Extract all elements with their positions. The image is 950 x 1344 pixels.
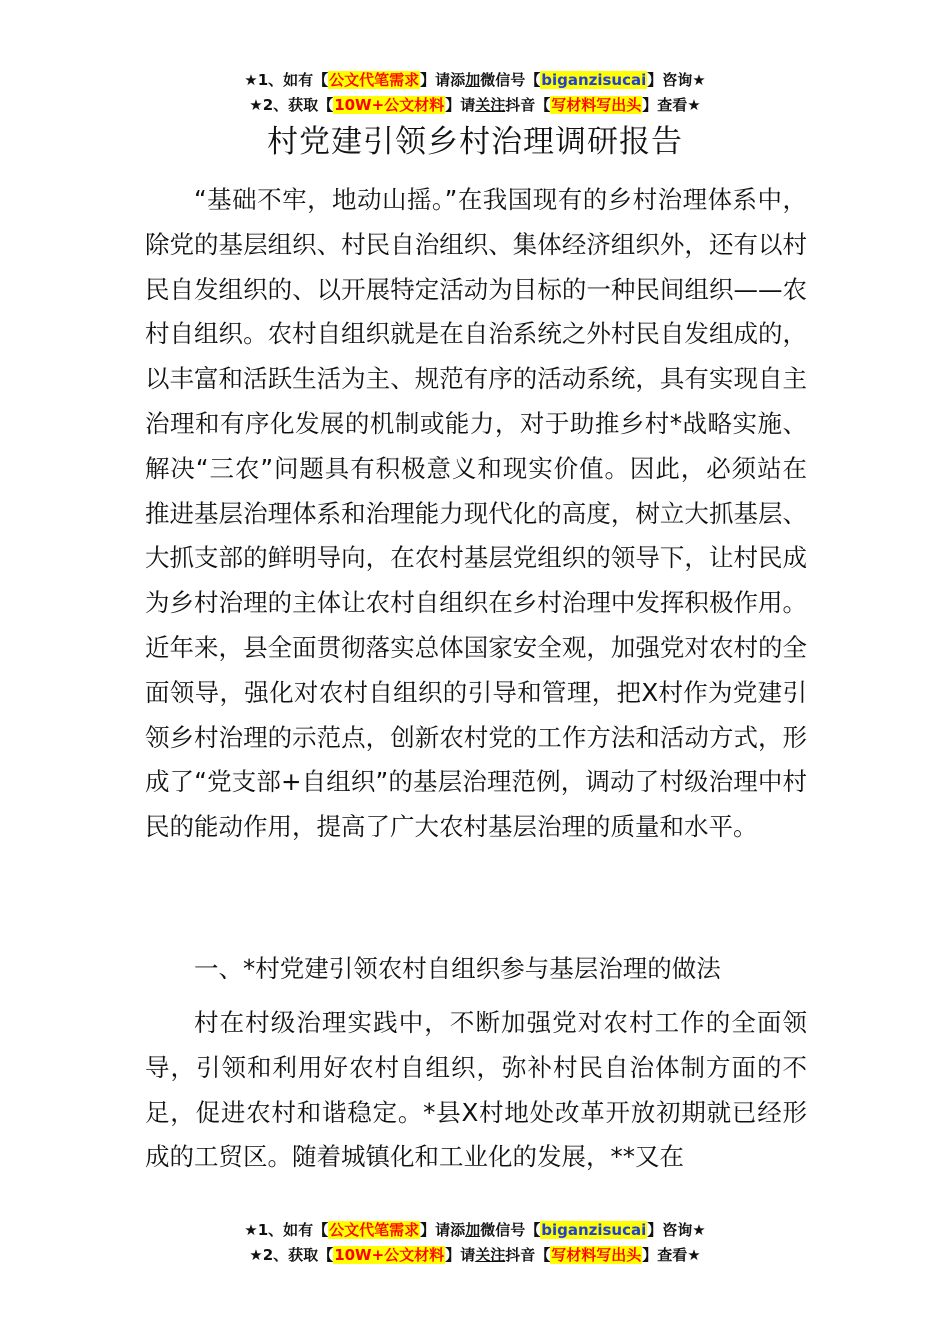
banner-text: 抖音【 <box>505 1246 551 1264</box>
highlight-text: 写材料写出头 <box>551 96 642 114</box>
underlined-text: 加 <box>465 1221 481 1239</box>
banner-text: 】请添 <box>420 1221 466 1239</box>
banner-text: ★1、如有【 <box>244 71 329 89</box>
highlight-text: 10W+公文材料 <box>334 96 445 114</box>
highlight-text: 公文代笔需求 <box>329 1221 420 1239</box>
banner-line-1 <box>0 1218 950 1243</box>
header-banner <box>0 68 950 118</box>
underlined-text: 关注 <box>475 96 506 114</box>
banner-line-2 <box>0 1243 950 1268</box>
body-paragraph: 村在村级治理实践中，不断加强党对农村工作的全面领导，引领和利用好农村自组织，弥补村民自治体制方面的不足，促进农村和谐稳定。*县X村地处改革开放初期就已经形成的工贸区。随着城镇化和工业化的发展，**又在 <box>145 1008 807 1172</box>
banner-line-2 <box>0 93 950 118</box>
highlight-text: 公文代笔需求 <box>329 71 420 89</box>
banner-text: 】请 <box>445 96 476 114</box>
banner-text: 微信号【 <box>480 1221 541 1239</box>
banner-text: ★2、获取【 <box>249 96 334 114</box>
banner-text: ★1、如有【 <box>244 1221 329 1239</box>
banner-text: 】请添 <box>420 71 466 89</box>
banner-line-1 <box>0 68 950 93</box>
banner-text: 抖音【 <box>505 96 551 114</box>
body-paragraph-intro: “基础不牢，地动山摇。”在我国现有的乡村治理体系中，除党的基层组织、村民自治组织、集体经济组织外，还有以村民自发组织的、以开展特定活动为目标的一种民间组织——农村自组织。农村自组织就是在自治系统之外村民自发组成的，以丰富和活跃生活为主、规范有序的活动系统，具有实现自主治理和有序化发展的机制或能力，对于助推乡村*战略实施、解决“三农”问题具有积极意义和现实价值。因此，必须站在推进基层治理体系和治理能力现代化的高度，树立大抓基层、大抓支部的鲜明导向，在农村基层党组织的领导下，让村民成为乡村治理的主体让农村自组织在乡村治理中发挥积极作用。近年来，县全面贯彻落实总体国家安全观，加强党对农村的全面领导，强化对农村自组织的引导和管理，把X村作为党建引领乡村治理的示范点，创新农村党的工作方法和活动方式，形成了“党支部+自组织”的基层治理范例，调动了村级治理中村民的能动作用，提高了广大农村基层治理的质量和水平。 <box>145 185 807 842</box>
section-heading: 一、*村党建引领农村自组织参与基层治理的做法 <box>194 954 721 983</box>
banner-text: 】咨询★ <box>647 71 706 89</box>
highlight-text: 10W+公文材料 <box>334 1246 445 1264</box>
wechat-id: biganzisucai <box>541 1221 647 1239</box>
underlined-text: 加 <box>465 71 481 89</box>
footer-banner <box>0 1218 950 1268</box>
banner-text: 微信号【 <box>480 71 541 89</box>
banner-text: 】请 <box>445 1246 476 1264</box>
banner-text: ★2、获取【 <box>249 1246 334 1264</box>
banner-text: 】咨询★ <box>647 1221 706 1239</box>
banner-text: 】查看★ <box>642 1246 701 1264</box>
document-title: 村党建引领乡村治理调研报告 <box>267 124 683 160</box>
underlined-text: 关注 <box>475 1246 506 1264</box>
banner-text: 】查看★ <box>642 96 701 114</box>
highlight-text: 写材料写出头 <box>551 1246 642 1264</box>
wechat-id: biganzisucai <box>541 71 647 89</box>
